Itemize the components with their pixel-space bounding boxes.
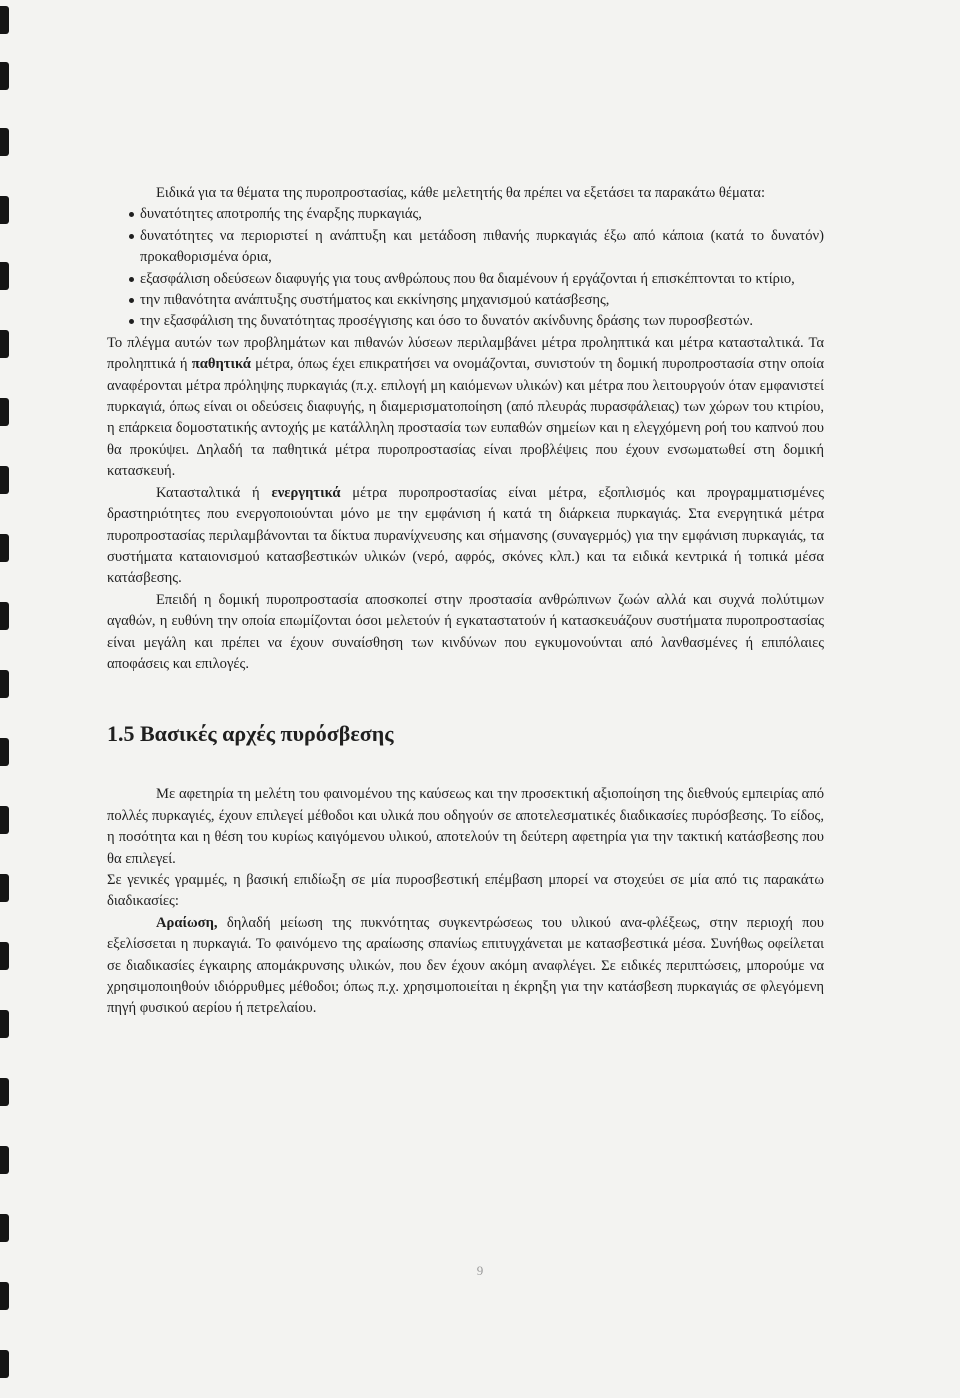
binding-hole: [0, 602, 9, 630]
dilution-term: Αραίωση,: [156, 914, 218, 931]
active-text-2: μέτρα πυροπροστασίας είναι μέτρα, εξοπλισμός και προγραμματισμένες δραστηριότητες που ενεργοποιούνται μόνο με την εμφάνιση ή κατά τη διάρκεια πυρκαγιάς. Στα ενεργητικά μέτρα πυροπροστασίας περιλαμβάνονται τα δίκτυα πυρανίχνευσης και σήμανσης (συναγερμός) για την εμφάνιση πυρκαγιάς, τα συστήματα καταιονισμού κατασβεστικών υλικών (νερό, αφρός, σκόνες κλπ.) και τα ειδικά κεντρικά ή τοπικά μέσα κατάσβεσης.: [107, 484, 824, 587]
list-item: [107, 290, 824, 311]
active-term: ενεργητικά: [271, 484, 341, 501]
bullet-icon: [129, 234, 134, 239]
binding-hole: [0, 466, 9, 494]
dilution-paragraph: [107, 913, 824, 1020]
binding-holes: [0, 0, 14, 1398]
active-measures-paragraph: [107, 483, 824, 590]
measures-text-1: Το πλέγμα αυτών των προβλημάτων και πιθανών λύσεων περιλαμβάνει μέτρα προληπτικά και μέτρα κατασταλτικά. Τα προληπτικά ή: [107, 334, 824, 373]
binding-hole: [0, 262, 9, 290]
binding-hole: [0, 1010, 9, 1038]
list-item-text: δυνατότητες αποτροπής της έναρξης πυρκαγιάς,: [140, 206, 422, 223]
binding-hole: [0, 330, 9, 358]
binding-hole: [0, 6, 9, 34]
binding-hole: [0, 128, 9, 156]
dilution-text: δηλαδή μείωση της πυκνότητας συγκεντρώσεως του υλικού ανα-φλέξεως, στην περιοχή που εξελίσσεται η πυρκαγιά. Το φαινόμενο της αραίωσης σπανίως επιτυγχάνεται με κατασβεστικά μέσα. Συνήθως οφείλεται σε διαδικασίες έγκαιρης απομάκρυνσης υλικών, που δεν έχουν ακόμη αναφλέγει. Σε ειδικές περιπτώσεις, μπορούμε να χρησιμοποιηθούν ιδιόρρυθμες μέθοδοι; όπως π.χ. χρησιμοποιείται η έκρηξη για την κατάσβεση πυρκαγιάς σε φλεγόμενη πηγή φυσικού αερίου ή πετρελαίου.: [107, 914, 824, 1017]
document-page: [107, 183, 824, 1020]
page-number: 9: [476, 1263, 484, 1278]
binding-hole: [0, 1078, 9, 1106]
responsibility-paragraph: Επειδή η δομική πυροπροστασία αποσκοπεί στην προστασία ανθρώπινων ζωών αλλά και συχνά πολύτιμων αγαθών, η ευθύνη την οποία επωμίζονται όσοι μελετούν ή εγκαταστατούν ή κατασκευάζουν συστήματα πυροπροστασίας είναι μεγάλη και πρέπει να έχουν συναίσθηση των κινδύνων που εγκυμονούνται από λανθασμένες ή επιπόλαιες αποφάσεις και επιλογές.: [107, 591, 824, 672]
binding-hole: [0, 738, 9, 766]
active-text-1: Κατασταλτικά ή: [156, 484, 272, 501]
measures-text-2: μέτρα, όπως έχει επικρατήσει να ονομάζονται, συνιστούν τη δομική πυροπροστασία στην οποία αναφέρονται μέτρα πρόληψης πυρκαγιάς (π.χ. επιλογή μη καιόμενων υλικών) και μέτρα που λειτουργούν όταν εμφανιστεί πυρκαγιά, όπως είναι οι οδεύσεις διαφυγής, η διαμερισματοποίηση (από πλευράς πυρασφάλειας) των χώρων του κτιρίου, η επάρκεια δομοστατικής αντοχής με κατάλληλη προστασία των ευπαθών σημείων και η ελεγχόμενη ροή του καπνού που θα προκύψει. Δηλαδή τα παθητικά μέτρα πυροπροστασίας είναι προβλέψεις που έχουν ενσωματωθεί στη δομική κατασκευή.: [107, 356, 824, 480]
fire-topics-list: [107, 204, 824, 332]
binding-hole: [0, 1214, 9, 1242]
passive-term: παθητικά: [191, 356, 251, 373]
measures-paragraph: [107, 333, 824, 483]
list-item-text: την εξασφάλιση της δυνατότητας προσέγγισης και όσο το δυνατόν ακίνδυνης δράσης των πυροσβεστών.: [140, 313, 753, 330]
list-item-text: δυνατότητες να περιοριστεί η ανάπτυξη και μετάδοση πιθανής πυρκαγιάς έξω από κάποια (κατά το δυνατόν) προκαθορισμένα όρια,: [140, 227, 824, 266]
binding-hole: [0, 806, 9, 834]
binding-hole: [0, 196, 9, 224]
section-paragraph-2: Σε γενικές γραμμές, η βασική επιδίωξη σε μία πυροσβεστική επέμβαση μπορεί να στοχεύει σε μία από τις παρακάτω διαδικασίες:: [107, 871, 824, 910]
binding-hole: [0, 1282, 9, 1310]
binding-hole: [0, 874, 9, 902]
bullet-icon: [129, 319, 134, 324]
list-item-text: εξασφάλιση οδεύσεων διαφυγής για τους ανθρώπους που θα διαμένουν ή εργάζονται ή επισκέπτονται το κτίριο,: [140, 270, 795, 287]
binding-hole: [0, 942, 9, 970]
list-item: [107, 311, 824, 332]
list-item: [107, 269, 824, 290]
section-paragraph-1: Με αφετηρία τη μελέτη του φαινομένου της καύσεως και την προσεκτική αξιοποίηση της διεθνούς εμπειρίας από πολλές πυρκαγιές, έχουν επιλεγεί μέθοδοι και υλικά που οδηγούν σε αποτελεσματικές διαδικασίες πυρόσβεσης. Το είδος, η ποσότητα και η θέση του κυρίως καιγόμενου υλικού, αποτελούν τη δεύτερη αφετηρία για την τακτική κατάσβεσης που θα επιλεγεί.: [107, 786, 824, 867]
intro-paragraph: Ειδικά για τα θέματα της πυροπροστασίας, κάθε μελετητής θα πρέπει να εξετάσει τα παρακάτω θέματα:: [156, 185, 766, 201]
list-item: [107, 204, 824, 225]
bullet-icon: [129, 298, 134, 303]
binding-hole: [0, 534, 9, 562]
binding-hole: [0, 670, 9, 698]
bullet-icon: [129, 212, 134, 217]
list-item-text: την πιθανότητα ανάπτυξης συστήματος και εκκίνησης μηχανισμού κατάσβεσης,: [140, 292, 610, 309]
binding-hole: [0, 398, 9, 426]
binding-hole: [0, 62, 9, 90]
section-heading: 1.5 Βασικές αρχές πυρόσβεσης: [107, 721, 394, 747]
list-item: [107, 226, 824, 269]
binding-hole: [0, 1350, 9, 1378]
binding-hole: [0, 1146, 9, 1174]
bullet-icon: [129, 277, 134, 282]
